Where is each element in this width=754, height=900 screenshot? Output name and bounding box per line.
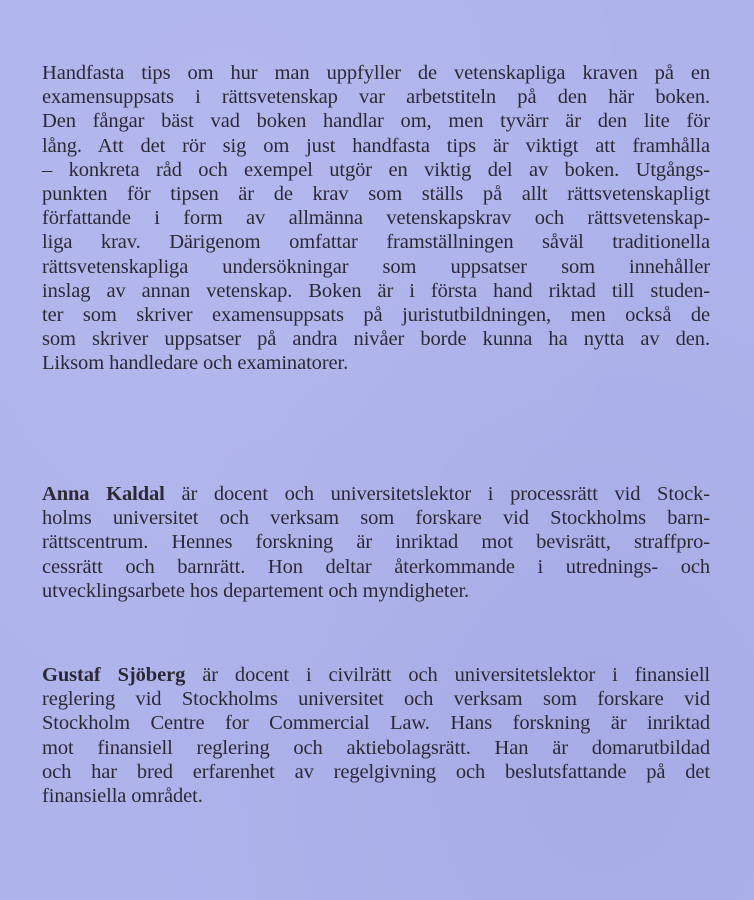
bio-line: och har bred erfarenhet av regelgivning och beslutsfattande på det	[42, 760, 710, 783]
author-bio-kaldal	[42, 482, 710, 603]
description-line: inslag av annan vetenskap. Boken är i första hand riktad till studen-	[42, 279, 710, 302]
book-description	[42, 61, 710, 376]
bio-line: mot finansiell reglering och aktiebolagsrätt. Han är domarutbildad	[42, 736, 710, 759]
bio-line: utvecklingsarbete hos departement och myndigheter.	[42, 579, 470, 602]
bio-line: holms universitet och verksam som forskare vid Stockholms barn-	[42, 507, 710, 530]
description-line: författande i form av allmänna vetenskapskrav och rättsvetenskap-	[42, 207, 710, 230]
bio-text: är docent och universitetslektor i processrätt vid Stock-	[164, 483, 710, 505]
bio-line: reglering vid Stockholms universitet och verksam som forskare vid	[42, 688, 710, 711]
bio-text: är docent i civilrätt och universitetslektor i finansiell	[185, 664, 711, 686]
description-line: liga krav. Därigenom omfattar framställningen såväl traditionella	[42, 231, 710, 254]
description-line: punkten för tipsen är de krav som ställs på allt rättsvetenskapligt	[42, 183, 710, 206]
author-name: Gustaf Sjöberg	[42, 664, 186, 686]
bio-line: rättscentrum. Hennes forskning är inriktad mot bevisrätt, straffpro-	[42, 531, 710, 554]
description-line: examensuppsats i rättsvetenskap var arbetstiteln på den här boken.	[42, 86, 710, 109]
bio-line: cessrätt och barnrätt. Hon deltar återkommande i utrednings- och	[42, 555, 710, 578]
bio-line: finansiella området.	[42, 785, 203, 808]
description-line: Den fångar bäst vad boken handlar om, men tyvärr är den lite för	[42, 110, 710, 133]
description-line: rättsvetenskapliga undersökningar som uppsatser som innehåller	[42, 255, 710, 278]
description-line: Liksom handledare och examinatorer.	[42, 352, 349, 375]
bio-line	[42, 482, 710, 506]
description-line: Handfasta tips om hur man uppfyller de vetenskapliga kraven på en	[42, 62, 710, 84]
description-line: lång. Att det rör sig om just handfasta tips är viktigt att framhålla	[42, 134, 710, 157]
description-line: ter som skriver examensuppsats på juristutbildningen, men också de	[42, 304, 710, 327]
description-line: som skriver uppsatser på andra nivåer borde kunna ha nytta av den.	[42, 328, 710, 351]
description-line: – konkreta råd och exempel utgör en viktig del av boken. Utgångs-	[42, 158, 710, 181]
bio-line: Stockholm Centre for Commercial Law. Hans forskning är inriktad	[42, 712, 710, 735]
bio-line	[42, 663, 710, 687]
author-name: Anna Kaldal	[42, 483, 165, 505]
author-bio-sjoberg	[42, 663, 710, 808]
